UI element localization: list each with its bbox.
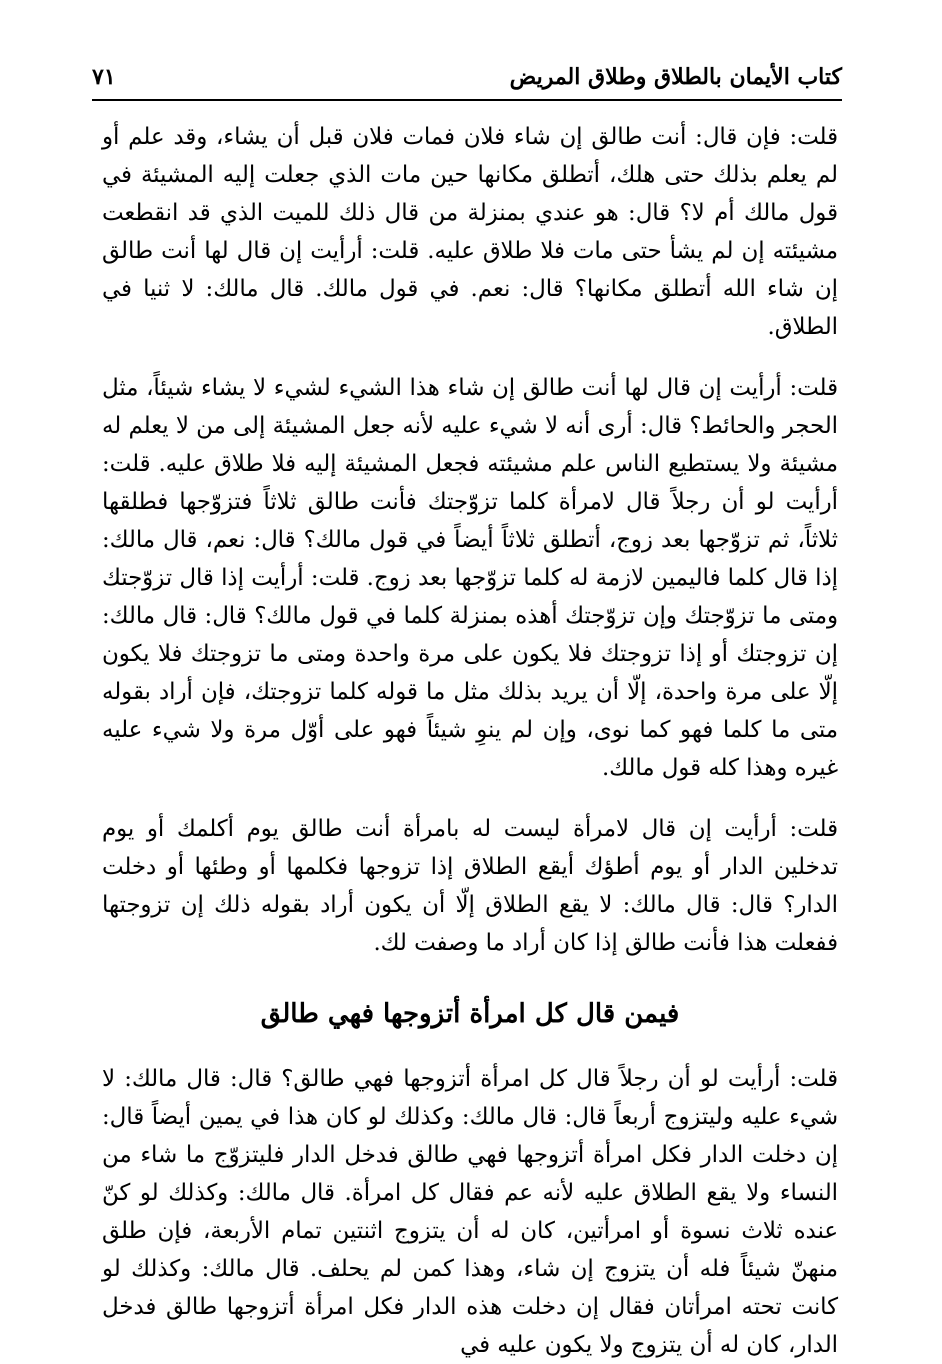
- page-header: [92, 58, 842, 100]
- paragraph-3: قلت: أرأيت إن قال لامرأة ليست له بامرأة أنت طالق يوم أكلمك أو يوم تدخلين الدار أو يوم أطؤك أيقع الطلاق إذا تزوجها فكلمها أو وطئها أو دخلت الدار؟ قال: قال مالك: لا يقع الطلاق إلّا أن يكون أراد بقوله ذلك إن تزوجتها ففعلت هذا فأنت طالق إذا كان أراد ما وصفت لك.: [102, 816, 838, 956]
- paragraph-1: قلت: فإن قال: أنت طالق إن شاء فلان فمات فلان قبل أن يشاء، وقد علم أو لم يعلم بذلك حتى هلك، أتطلق مكانها حين مات الذي جعلت إليه المشيئة في قول مالك أم لا؟ قال: هو عندي بمنزلة من قال ذلك للميت الذي قد انقطعت مشيئته إن لم يشأ حتى مات فلا طلاق عليه. قلت: أرأيت إن قال لها أنت طالق إن شاء الله أتطلق مكانها؟ قال: نعم. في قول مالك. قال مالك: لا ثنيا في الطلاق.: [102, 124, 838, 340]
- running-title: كتاب الأيمان بالطلاق وطلاق المريض: [509, 64, 842, 90]
- page-content: [102, 118, 838, 1364]
- page-number: ٧١: [92, 64, 116, 90]
- section-paragraph: قلت: أرأيت لو أن رجلاً قال كل امرأة أتزوجها فهي طالق؟ قال: قال مالك: لا شيء عليه وليتزوج أربعاً قال: قال مالك: وكذلك لو كان هذا في يمين أيضاً قال: إن دخلت الدار فكل امرأة أتزوجها فهي طالق فدخل الدار فليتزوّج ما شاء من النساء ولا يقع الطلاق عليه لأنه عم فقال كل امرأة. قال مالك: وكذلك لو كنّ عنده ثلاث نسوة أو امرأتين، كان له أن يتزوج اثنتين تمام الأربعة، فإن طلق منهنّ شيئاً فله أن يتزوج إن شاء، وهذا كمن لم يحلف. قال مالك: وكذلك لو كانت تحته امرأتان فقال إن دخلت هذه الدار فكل امرأة أتزوجها طالق فدخل الدار، كان له أن يتزوج ولا يكون عليه في: [102, 1066, 838, 1358]
- section-heading: فيمن قال كل امرأة أتزوجها فهي طالق: [260, 999, 680, 1029]
- header-rule: [92, 99, 842, 101]
- paragraph-2: قلت: أرأيت إن قال لها أنت طالق إن شاء هذا الشيء لشيء لا يشاء شيئاً، مثل الحجر والحائط؟ قال: أرى أنه لا شيء عليه لأنه جعل المشيئة إلى من لا يعلم له مشيئة ولا يستطيع الناس علم مشيئته فجعل المشيئة إليه فلا طلاق عليه. قلت: أرأيت لو أن رجلاً قال لامرأة كلما تزوّجتك فأنت طالق ثلاثاً فتزوّجها فطلقها ثلاثاً، ثم تزوّجها بعد زوج، أتطلق ثلاثاً أيضاً في قول مالك؟ قال: نعم، قال مالك: إذا قال كلما فاليمين لازمة له كلما تزوّجها بعد زوج. قلت: أرأيت إذا قال تزوّجتك ومتى ما تزوّجتك وإن تزوّجتك أهذه بمنزلة كلما في قول مالك؟ قال: قال مالك: إن تزوجتك أو إذا تزوجتك فلا يكون على مرة واحدة ومتى ما تزوجتك فلا يكون إلّا على مرة واحدة، إلّا أن يريد بذلك مثل ما قوله كلما تزوجتك، فإن أراد بقوله متى ما كلما فهو كما نوى، وإن لم ينوِ شيئاً فهو على أوّل مرة ولا شيء عليه غيره وهذا كله قول مالك.: [102, 375, 838, 781]
